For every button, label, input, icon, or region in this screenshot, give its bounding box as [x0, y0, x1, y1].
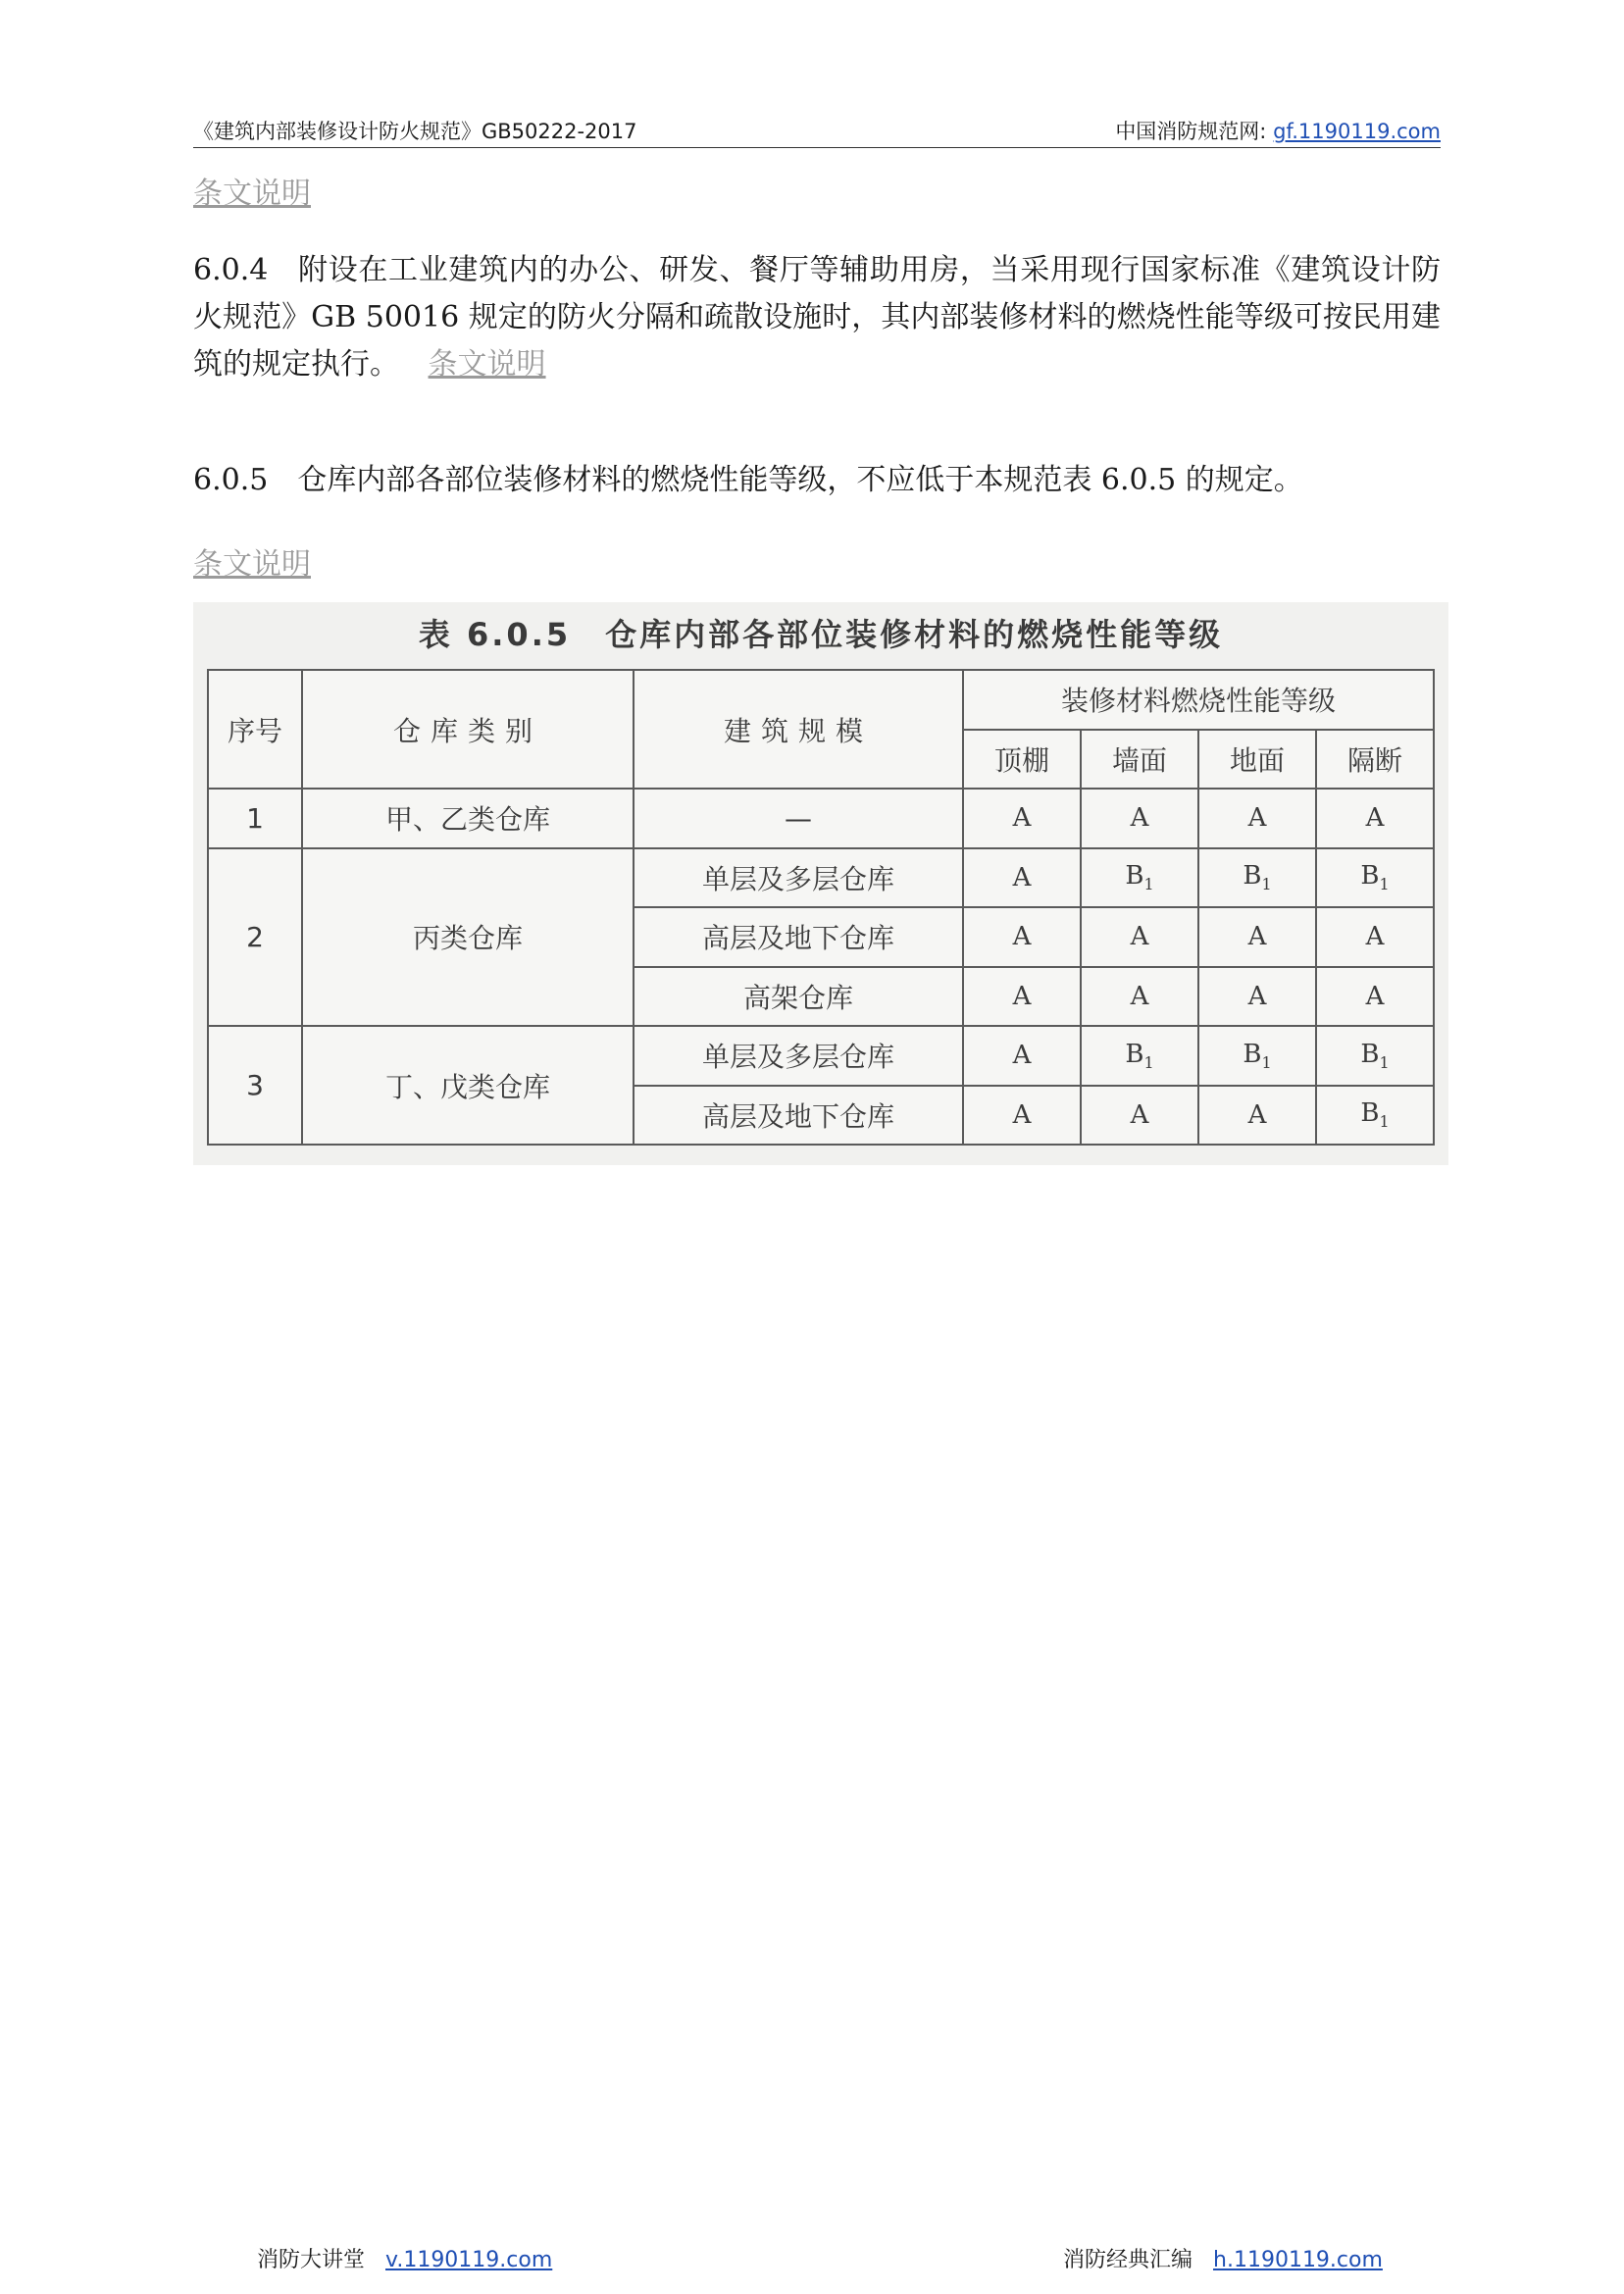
clause-text: 附设在工业建筑内的办公、研发、餐厅等辅助用房，当采用现行国家标准《建筑设计防火规范》GB 50016 规定的防火分隔和疏散设施时，其内部装修材料的燃烧性能等级可按民用建筑的规定执行。 — [193, 253, 1441, 382]
grade-cell: A — [963, 967, 1081, 1027]
clause-6-0-4 — [193, 247, 1441, 388]
page-header — [193, 118, 1441, 148]
footer-right-label: 消防经典汇编 — [1063, 2248, 1193, 2272]
explain-link-label[interactable]: 条文说明 — [193, 547, 311, 582]
clause-text: 仓库内部各部位装修材料的燃烧性能等级，不应低于本规范表 6.0.5 的规定。 — [297, 463, 1303, 497]
site-label: 中国消防规范网: — [1115, 120, 1274, 143]
table-image — [193, 602, 1448, 1165]
grade-cell: A — [963, 789, 1081, 848]
table-row — [208, 1026, 1434, 1086]
clause-number: 6.0.4 — [193, 253, 269, 287]
clause-6-0-5 — [193, 457, 1441, 504]
row-scale: 单层及多层仓库 — [634, 1026, 963, 1086]
grade-cell: A — [1198, 789, 1316, 848]
grade-cell: A — [1316, 907, 1434, 967]
grade-cell: A — [963, 1086, 1081, 1146]
grade-cell: $B_1$ — [1198, 1026, 1316, 1086]
explain-link-top[interactable] — [193, 169, 311, 212]
grade-cell: A — [1198, 967, 1316, 1027]
grade-cell: $B_1$ — [1316, 1026, 1434, 1086]
site-link[interactable]: gf.1190119.com — [1273, 120, 1441, 143]
grade-cell: A — [1081, 789, 1198, 848]
grade-cell: $B_1$ — [1316, 848, 1434, 908]
fire-rating-table — [207, 669, 1435, 1146]
header-partition: 隔断 — [1316, 730, 1434, 790]
grade-cell: A — [1316, 967, 1434, 1027]
grade-cell: A — [1081, 907, 1198, 967]
table-row — [208, 789, 1434, 848]
footer-left-label: 消防大讲堂 — [257, 2248, 366, 2272]
grade-cell: A — [1198, 907, 1316, 967]
clause-number: 6.0.5 — [193, 463, 269, 497]
header-category: 仓库类别 — [302, 670, 634, 789]
footer-left — [257, 2243, 552, 2273]
row-scale: 高层及地下仓库 — [634, 907, 963, 967]
row-category: 丁、戊类仓库 — [302, 1026, 634, 1145]
row-index: 1 — [208, 789, 302, 848]
row-scale: 高层及地下仓库 — [634, 1086, 963, 1146]
header-scale: 建筑规模 — [634, 670, 963, 789]
row-index: 3 — [208, 1026, 302, 1145]
grade-cell: A — [963, 907, 1081, 967]
explain-link-bottom[interactable] — [193, 539, 311, 583]
site-reference — [1115, 116, 1441, 145]
grade-cell: $B_1$ — [1198, 848, 1316, 908]
explain-link-label[interactable]: 条文说明 — [193, 177, 311, 211]
table-title: 表 6.0.5 仓库内部各部位装修材料的燃烧性能等级 — [418, 616, 1224, 653]
grade-cell: A — [1081, 967, 1198, 1027]
row-scale: — — [634, 789, 963, 848]
row-scale: 单层及多层仓库 — [634, 848, 963, 908]
footer-left-link[interactable]: v.1190119.com — [385, 2248, 553, 2272]
header-wall: 墙面 — [1081, 730, 1198, 790]
row-scale: 高架仓库 — [634, 967, 963, 1027]
table-row — [208, 848, 1434, 908]
grade-cell: A — [963, 848, 1081, 908]
grade-cell: A — [1081, 1086, 1198, 1146]
header-floor: 地面 — [1198, 730, 1316, 790]
explain-link-inline[interactable]: 条文说明 — [428, 347, 546, 382]
grade-cell: A — [1198, 1086, 1316, 1146]
header-ceiling: 顶棚 — [963, 730, 1081, 790]
row-category: 甲、乙类仓库 — [302, 789, 634, 848]
row-index: 2 — [208, 848, 302, 1027]
footer-right — [1063, 2243, 1383, 2273]
grade-cell: $B_1$ — [1316, 1086, 1434, 1146]
header-index: 序号 — [208, 670, 302, 789]
grade-cell: $B_1$ — [1081, 1026, 1198, 1086]
header-group: 装修材料燃烧性能等级 — [963, 670, 1434, 730]
row-category: 丙类仓库 — [302, 848, 634, 1027]
grade-cell: $B_1$ — [1081, 848, 1198, 908]
footer-right-link[interactable]: h.1190119.com — [1213, 2248, 1383, 2272]
document-title: 《建筑内部装修设计防火规范》GB50222-2017 — [193, 120, 637, 143]
grade-cell: A — [1316, 789, 1434, 848]
grade-cell: A — [963, 1026, 1081, 1086]
